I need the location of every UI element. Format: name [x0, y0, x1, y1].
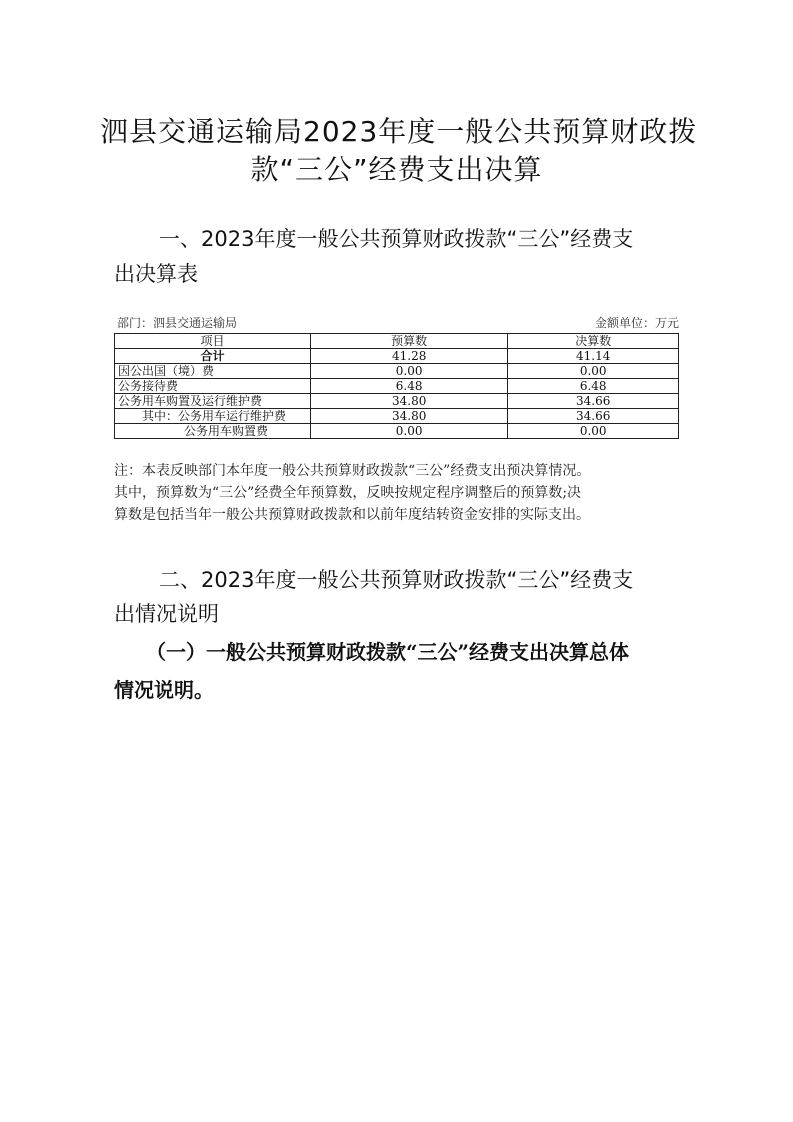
row-final: 41.14: [508, 349, 679, 364]
row-budget: 34.80: [310, 394, 507, 409]
row-item: 公务用车购置费: [115, 424, 311, 439]
column-header-budget: 预算数: [310, 334, 507, 349]
row-final: 34.66: [508, 409, 679, 424]
table-row: [115, 379, 679, 394]
row-final: 34.66: [508, 394, 679, 409]
section2-heading-line1: 二、2023年度一般公共预算财政拨款“三公”经费支: [159, 568, 634, 592]
document-title-line2: 款“三公”经费支出决算: [250, 153, 543, 186]
subsection1-heading-line2: 情况说明。: [114, 678, 214, 702]
column-header-item: 项目: [115, 334, 311, 349]
row-budget: 41.28: [310, 349, 507, 364]
row-budget: 6.48: [310, 379, 507, 394]
row-item: 其中：公务用车运行维护费: [115, 409, 311, 424]
row-budget: 34.80: [310, 409, 507, 424]
subsection1-heading-line1: （一）一般公共预算财政拨款“三公”经费支出决算总体: [146, 640, 630, 664]
section1-heading-line2: 出决算表: [114, 262, 198, 286]
department-label: 部门：泗县交通运输局: [117, 316, 238, 330]
table-row-total: [115, 349, 679, 364]
row-item: 公务接待费: [115, 379, 311, 394]
table-row: [115, 409, 679, 424]
document-title-line1: 泗县交通运输局2023年度一般公共预算财政拨: [100, 115, 698, 148]
table-row: [115, 424, 679, 439]
table-note-line2: 其中，预算数为“三公”经费全年预算数，反映按规定程序调整后的预算数;决: [114, 485, 582, 501]
row-item: 公务用车购置及运行维护费: [115, 394, 311, 409]
table-header-row: [115, 334, 679, 349]
table-row: [115, 364, 679, 379]
row-item: 因公出国（境）费: [115, 364, 311, 379]
row-budget: 0.00: [310, 424, 507, 439]
section1-heading-line1: 一、2023年度一般公共预算财政拨款“三公”经费支: [159, 227, 634, 251]
row-budget: 0.00: [310, 364, 507, 379]
row-final: 6.48: [508, 379, 679, 394]
unit-label: 金额单位：万元: [594, 316, 679, 330]
table-note-line3: 算数是包括当年一般公共预算财政拨款和以前年度结转资金安排的实际支出。: [114, 507, 590, 523]
row-final: 0.00: [508, 364, 679, 379]
table-row: [115, 394, 679, 409]
table-note-line1: 注：本表反映部门本年度一般公共预算财政拨款“三公”经费支出预决算情况。: [114, 463, 591, 479]
row-item: 合计: [115, 349, 311, 364]
row-final: 0.00: [508, 424, 679, 439]
budget-table: [114, 333, 679, 439]
section2-heading-line2: 出情况说明: [114, 602, 219, 626]
column-header-final: 决算数: [508, 334, 679, 349]
